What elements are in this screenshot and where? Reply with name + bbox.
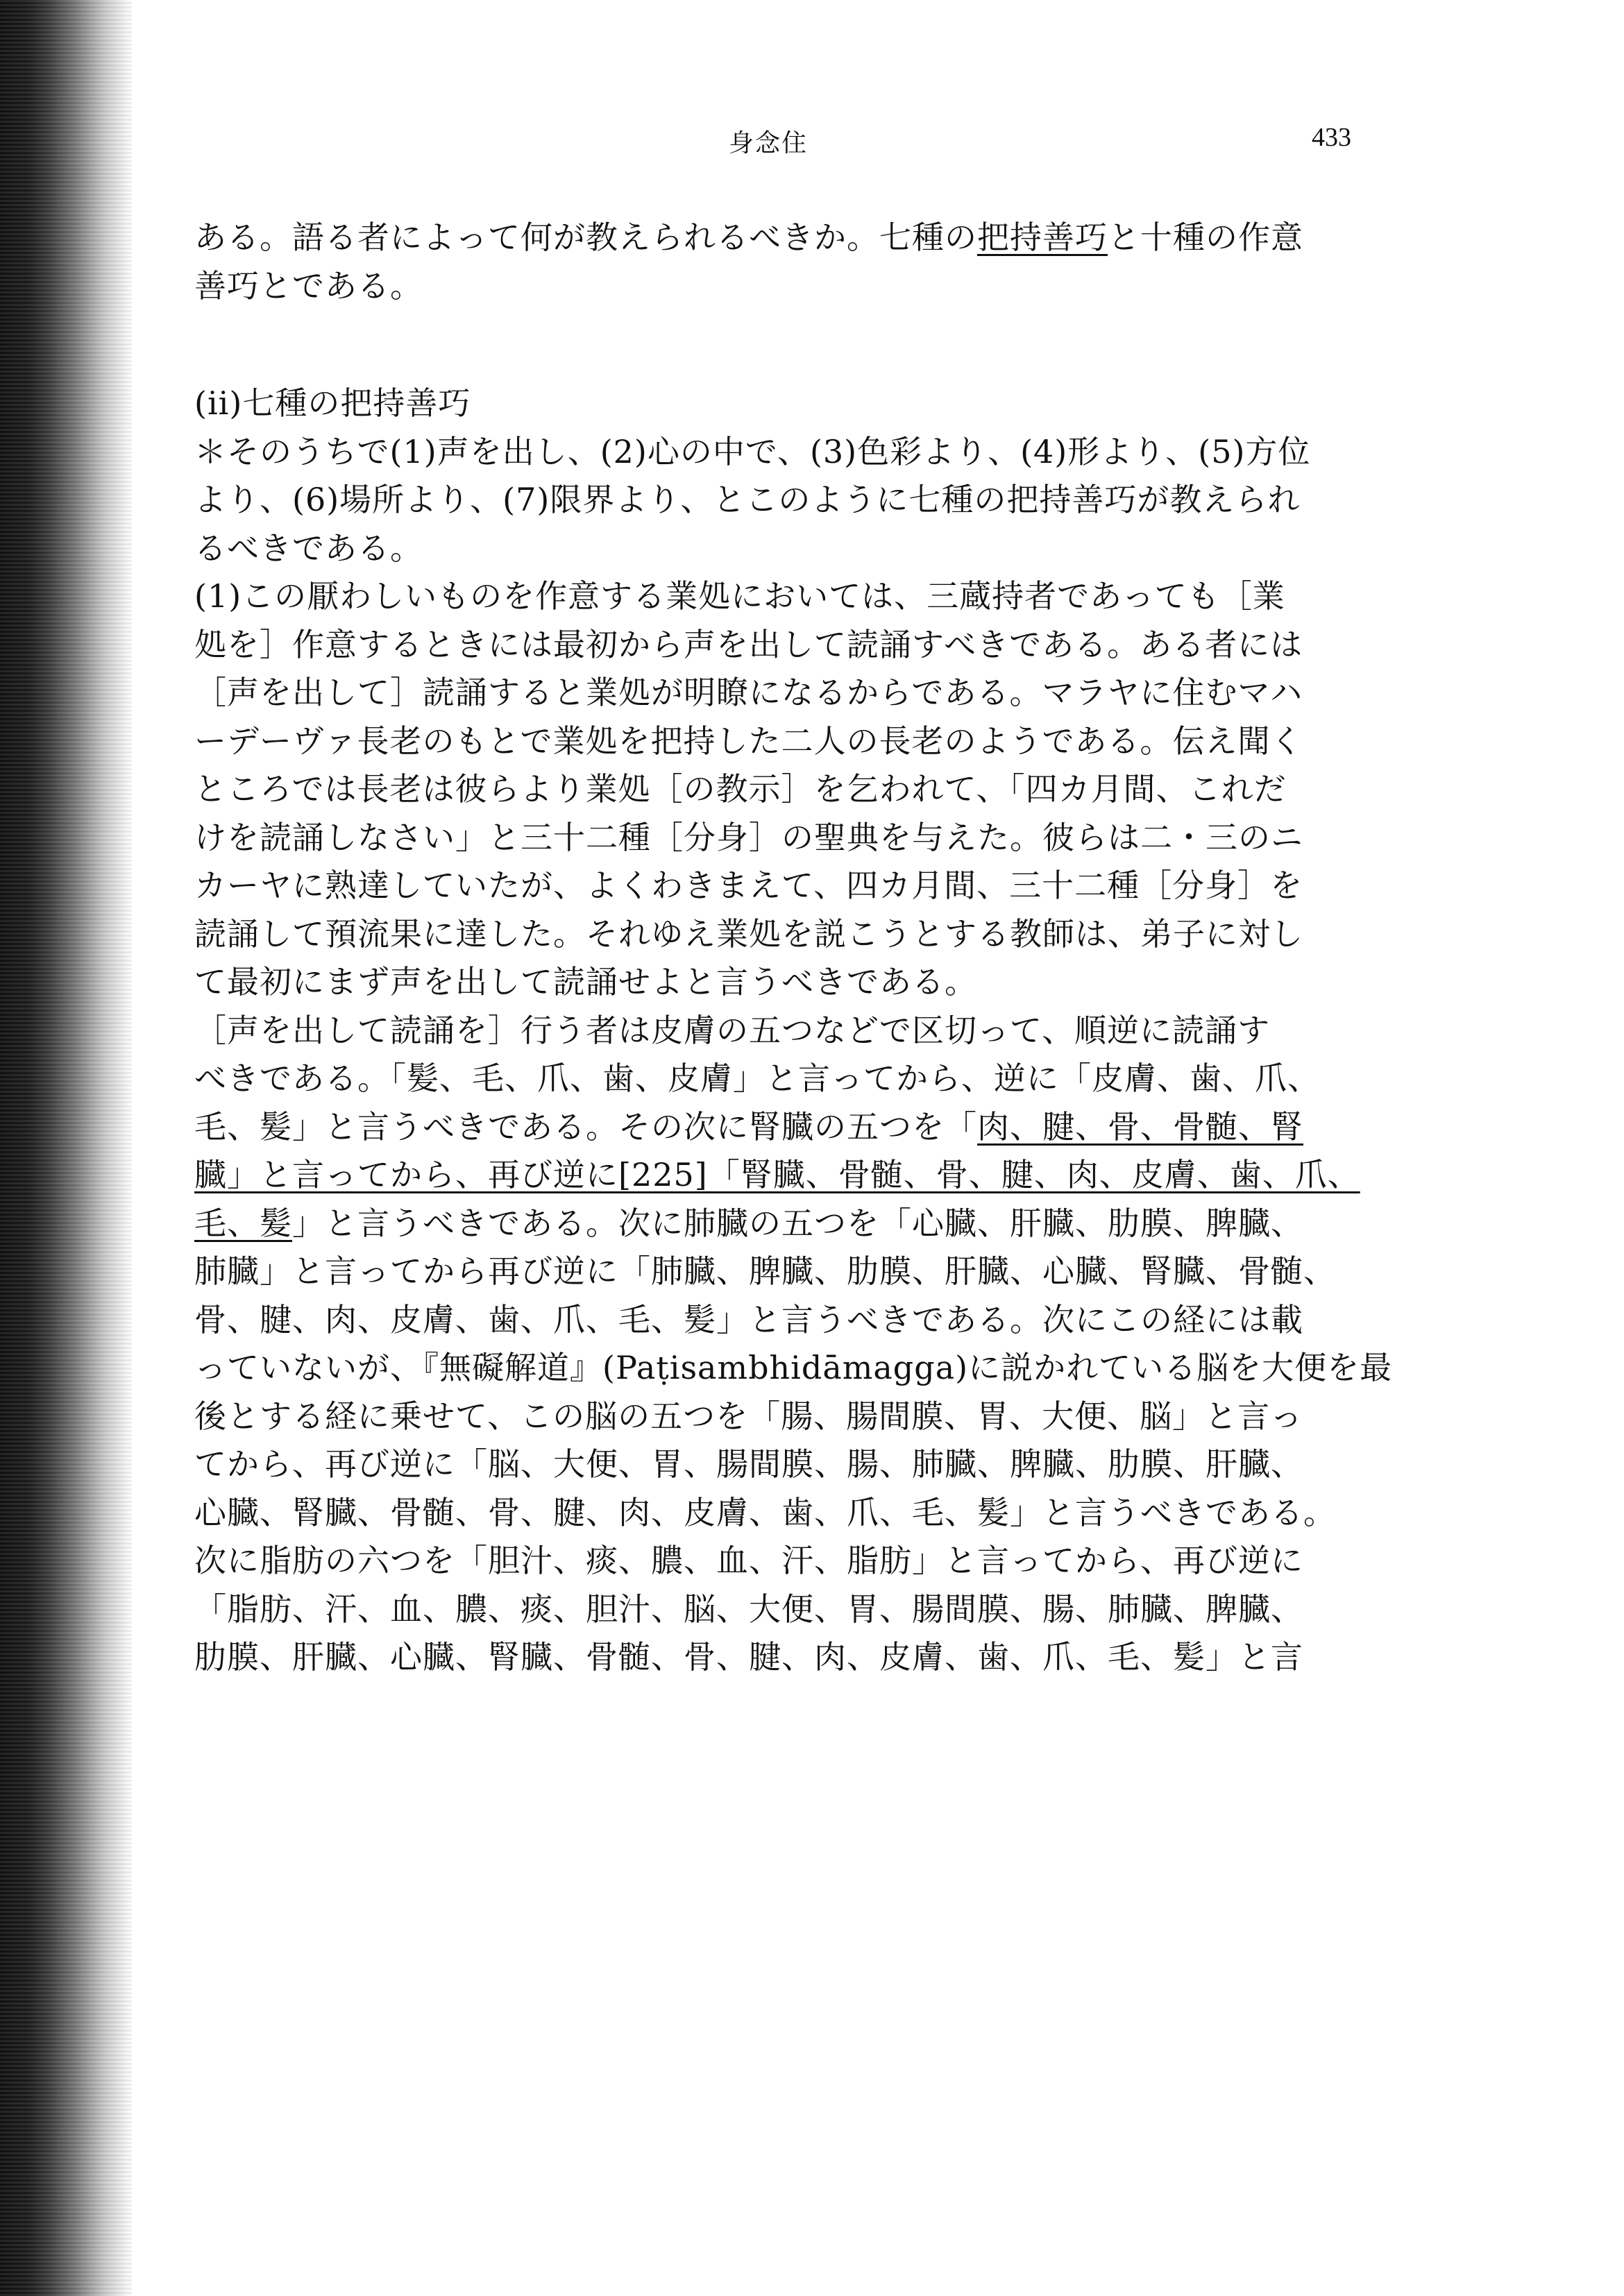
- text-run: ある。語る者によって何が教えられるべきか。七種の: [194, 219, 977, 256]
- underlined-passage: 臓」と言ってから、再び逆に[225]「腎臓、骨髄、骨、腱、肉、皮膚、歯、爪、: [194, 1156, 1360, 1193]
- text-line: っていないが、『無礙解道』(Paṭisambhidāmagga)に説かれている脳を大便を最: [194, 1349, 1393, 1386]
- text-run: と十種の作意: [1108, 219, 1303, 256]
- text-line: 「脂肪、汗、血、膿、痰、胆汁、脳、大便、胃、腸間膜、腸、肺臓、脾臓、: [194, 1590, 1303, 1628]
- text-line: てから、再び逆に「脳、大便、胃、腸間膜、腸、肺臓、脾臓、肋膜、肝臓、: [194, 1445, 1303, 1483]
- text-run: 」と言うべきである。次に肺臓の五つを「心臓、肝臓、肋膜、脾臓、: [292, 1204, 1303, 1242]
- text-line: 肺臓」と言ってから再び逆に「肺臓、脾臓、肋膜、肝臓、心臓、腎臓、骨髄、: [194, 1252, 1336, 1290]
- text-line: [194, 1103, 1402, 1152]
- underlined-term: 把持善巧: [977, 219, 1108, 256]
- text-line: 骨、腱、肉、皮膚、歯、爪、毛、髪」と言うべきである。次にこの経には載: [194, 1300, 1303, 1338]
- text-line: [194, 214, 1402, 262]
- text-line: 善巧とである。: [194, 266, 423, 305]
- text-line: 後とする経に乗せて、この脳の五つを「腸、腸間膜、胃、大便、脳」と言っ: [194, 1397, 1303, 1435]
- text-line: ［声を出して読誦を］行う者は皮膚の五つなどで区切って、順逆に読誦す: [194, 1011, 1271, 1049]
- paragraph-gap: [194, 310, 1402, 380]
- text-line: 読誦して預流果に達した。それゆえ業処を説こうとする教師は、弟子に対し: [194, 915, 1303, 953]
- section-heading: (ii)七種の把持善巧: [194, 384, 471, 422]
- text-line: 肋膜、肝臓、心臓、腎臓、骨髄、骨、腱、肉、皮膚、歯、爪、毛、髪」と言: [194, 1638, 1303, 1676]
- text-line: 心臓、腎臓、骨髄、骨、腱、肉、皮膚、歯、爪、毛、髪」と言うべきである。: [194, 1493, 1336, 1531]
- text-line: ーデーヴァ長老のもとで業処を把持した二人の長老のようである。伝え聞く: [194, 722, 1303, 760]
- text-run: 毛、髪」と言うべきである。その次に腎臓の五つを「: [194, 1107, 977, 1146]
- text-line: [194, 1200, 1402, 1248]
- text-line: ところでは長老は彼らより業処［の教示］を乞われて、「四カ月間、これだ: [194, 770, 1287, 808]
- running-header-title: 身念住: [729, 129, 809, 158]
- page-number: 433: [1312, 123, 1351, 152]
- body-text: [194, 214, 1402, 1682]
- text-line: ［声を出して］読誦すると業処が明瞭になるからである。マラヤに住むマハ: [194, 674, 1303, 711]
- underlined-passage: 肉、腱、骨、骨髄、腎: [977, 1107, 1303, 1146]
- text-line: べきである。「髪、毛、爪、歯、皮膚」と言ってから、逆に「皮膚、歯、爪、: [194, 1060, 1320, 1097]
- underlined-passage: 毛、髪: [194, 1204, 292, 1242]
- text-line: (1)この厭わしいものを作意する業処においては、三蔵持者であっても［業: [194, 577, 1285, 615]
- text-line: けを読誦しなさい」と三十二種［分身］の聖典を与えた。彼らは二・三のニ: [194, 818, 1303, 856]
- text-line: 処を］作意するときには最初から声を出して読誦すべきである。ある者には: [194, 625, 1303, 663]
- text-line: 次に脂肪の六つを「胆汁、痰、膿、血、汗、脂肪」と言ってから、再び逆に: [194, 1542, 1303, 1579]
- text-line: [194, 1151, 1402, 1200]
- text-line: より、(6)場所より、(7)限界より、とこのように七種の把持善巧が教えられ: [194, 481, 1301, 518]
- book-binding-shadow: [0, 0, 132, 2296]
- text-line: て最初にまず声を出して読誦せよと言うべきである。: [194, 963, 977, 1001]
- text-line: ＊そのうちで(1)声を出し、(2)心の中で、(3)色彩より、(4)形より、(5)方位: [194, 432, 1311, 470]
- text-line: るべきである。: [194, 529, 423, 567]
- text-line: カーヤに熟達していたが、よくわきまえて、四カ月間、三十二種［分身］を: [194, 867, 1303, 904]
